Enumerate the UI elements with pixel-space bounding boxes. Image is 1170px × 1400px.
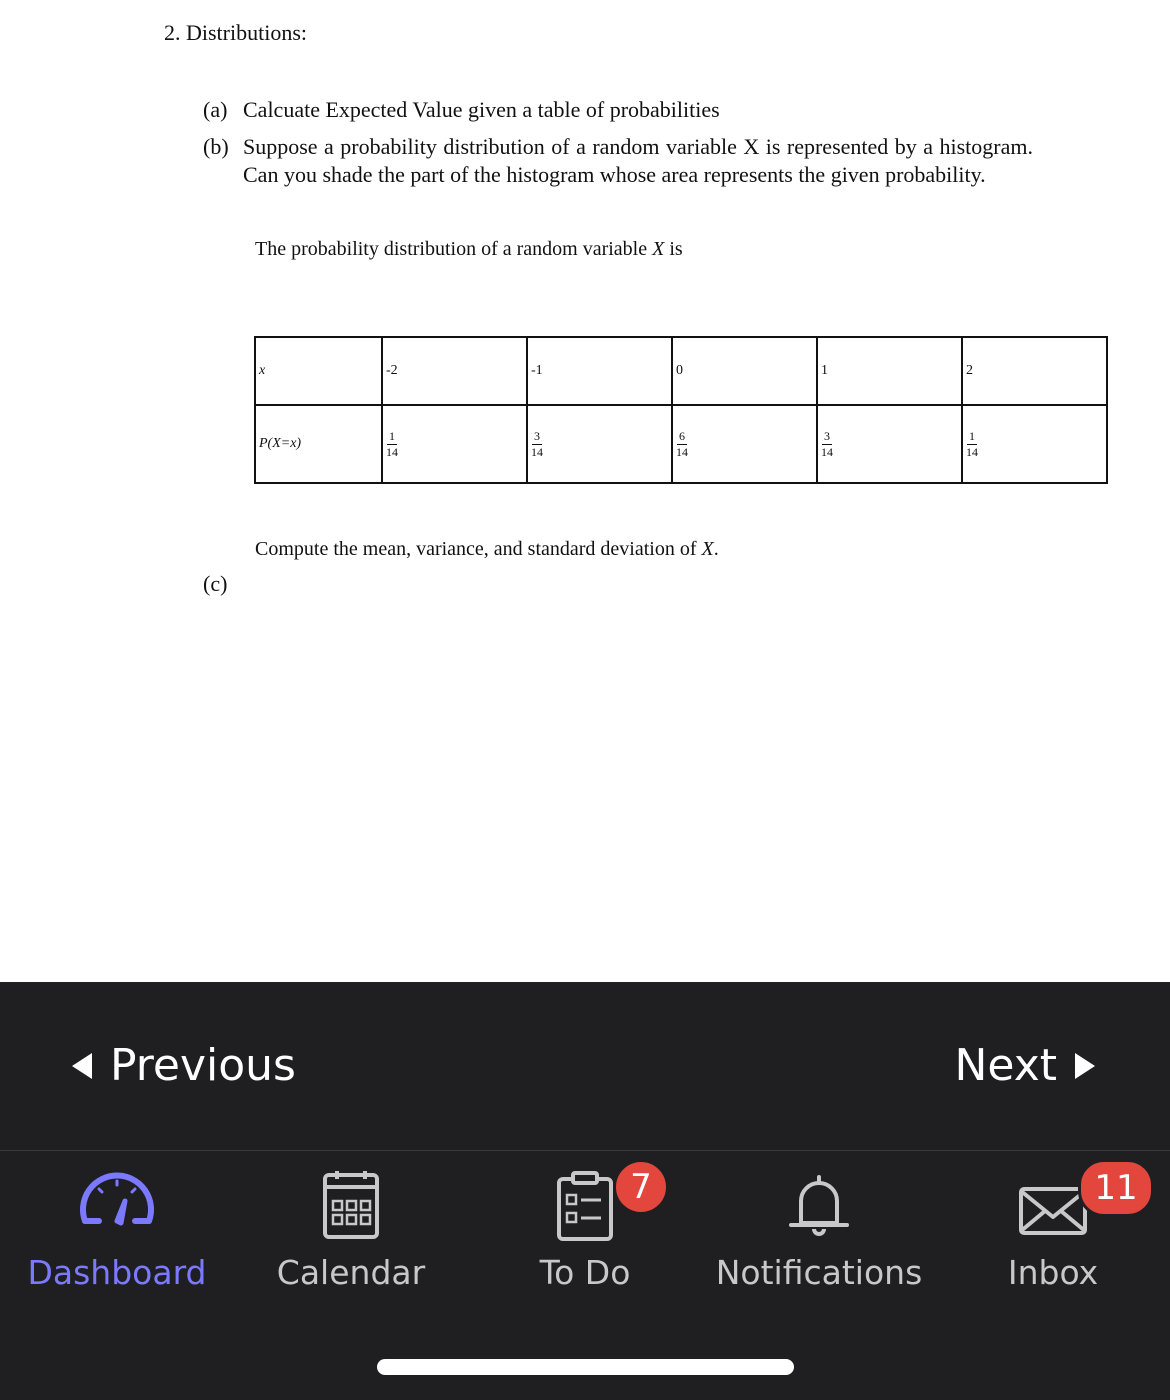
fraction-numerator: 3 [534,429,540,443]
x-value: 0 [672,337,817,405]
todo-count-badge: 7 [613,1159,669,1215]
item-b-label: (b) [203,134,229,159]
probability-row [255,405,1107,483]
probability-cell [382,405,527,483]
compute-instruction [255,538,719,561]
tab-notifications-label: Notifications [715,1253,923,1292]
inbox-count-badge: 11 [1078,1159,1154,1217]
compute-prefix: Compute the mean, variance, and standard deviation of [255,538,702,560]
x-value: -1 [527,337,672,405]
tab-todo-label: To Do [539,1253,631,1292]
home-indicator [377,1359,794,1375]
chevron-right-icon [1075,1053,1095,1079]
fraction-denominator: 14 [676,445,688,459]
fraction-numerator: 1 [389,429,395,443]
x-value: -2 [382,337,527,405]
compute-suffix: . [713,538,719,560]
probability-row-header: P(X=x) [255,405,382,483]
tab-notifications[interactable] [702,1151,936,1311]
distribution-table [254,336,1108,484]
tab-calendar-label: Calendar [276,1253,426,1292]
section-heading: 2. Distributions: [164,20,308,45]
previous-button[interactable] [72,1040,296,1091]
fraction-denominator: 14 [386,445,398,459]
next-button[interactable] [954,1040,1095,1091]
chevron-left-icon [72,1053,92,1079]
tab-calendar[interactable] [234,1151,468,1311]
probability-cell [817,405,962,483]
bell-icon [779,1165,859,1245]
item-b-text: Suppose a probability distribution of a random variable X is represented by a histogram. Can you shade the part of the histogram whose area represents the given probability. [243,134,1033,187]
previous-label: Previous [110,1040,296,1091]
intro-variable: X [652,238,665,260]
x-value: 1 [817,337,962,405]
tab-dashboard-label: Dashboard [27,1253,207,1292]
tab-todo[interactable] [468,1151,702,1311]
fraction-numerator: 3 [824,429,830,443]
item-a-text: Calcuate Expected Value given a table of probabilities [243,97,720,122]
probability-cell [962,405,1107,483]
x-row-header: x [255,337,382,405]
x-row [255,337,1107,405]
probability-fraction [531,430,543,459]
dashboard-icon [77,1165,157,1245]
calendar-icon [311,1165,391,1245]
compute-variable: X [701,538,714,560]
intro-prefix: The probability distribution of a random variable [255,238,653,260]
probability-fraction [821,430,833,459]
tab-inbox[interactable] [936,1151,1170,1311]
probability-fraction [386,430,398,459]
probability-cell [672,405,817,483]
fraction-denominator: 14 [531,445,543,459]
item-a-label: (a) [203,97,228,122]
probability-fraction [676,430,688,459]
probability-cell [527,405,672,483]
fraction-numerator: 1 [969,429,975,443]
fraction-denominator: 14 [821,445,833,459]
todo-clipboard-icon [545,1165,625,1245]
tab-inbox-label: Inbox [1007,1253,1099,1292]
x-value: 2 [962,337,1107,405]
distribution-intro [255,238,683,261]
probability-fraction [966,430,978,459]
intro-suffix: is [664,238,683,260]
next-label: Next [954,1040,1057,1091]
fraction-numerator: 6 [679,429,685,443]
fraction-denominator: 14 [966,445,978,459]
item-c-label: (c) [203,571,228,596]
tab-dashboard[interactable] [0,1151,234,1311]
